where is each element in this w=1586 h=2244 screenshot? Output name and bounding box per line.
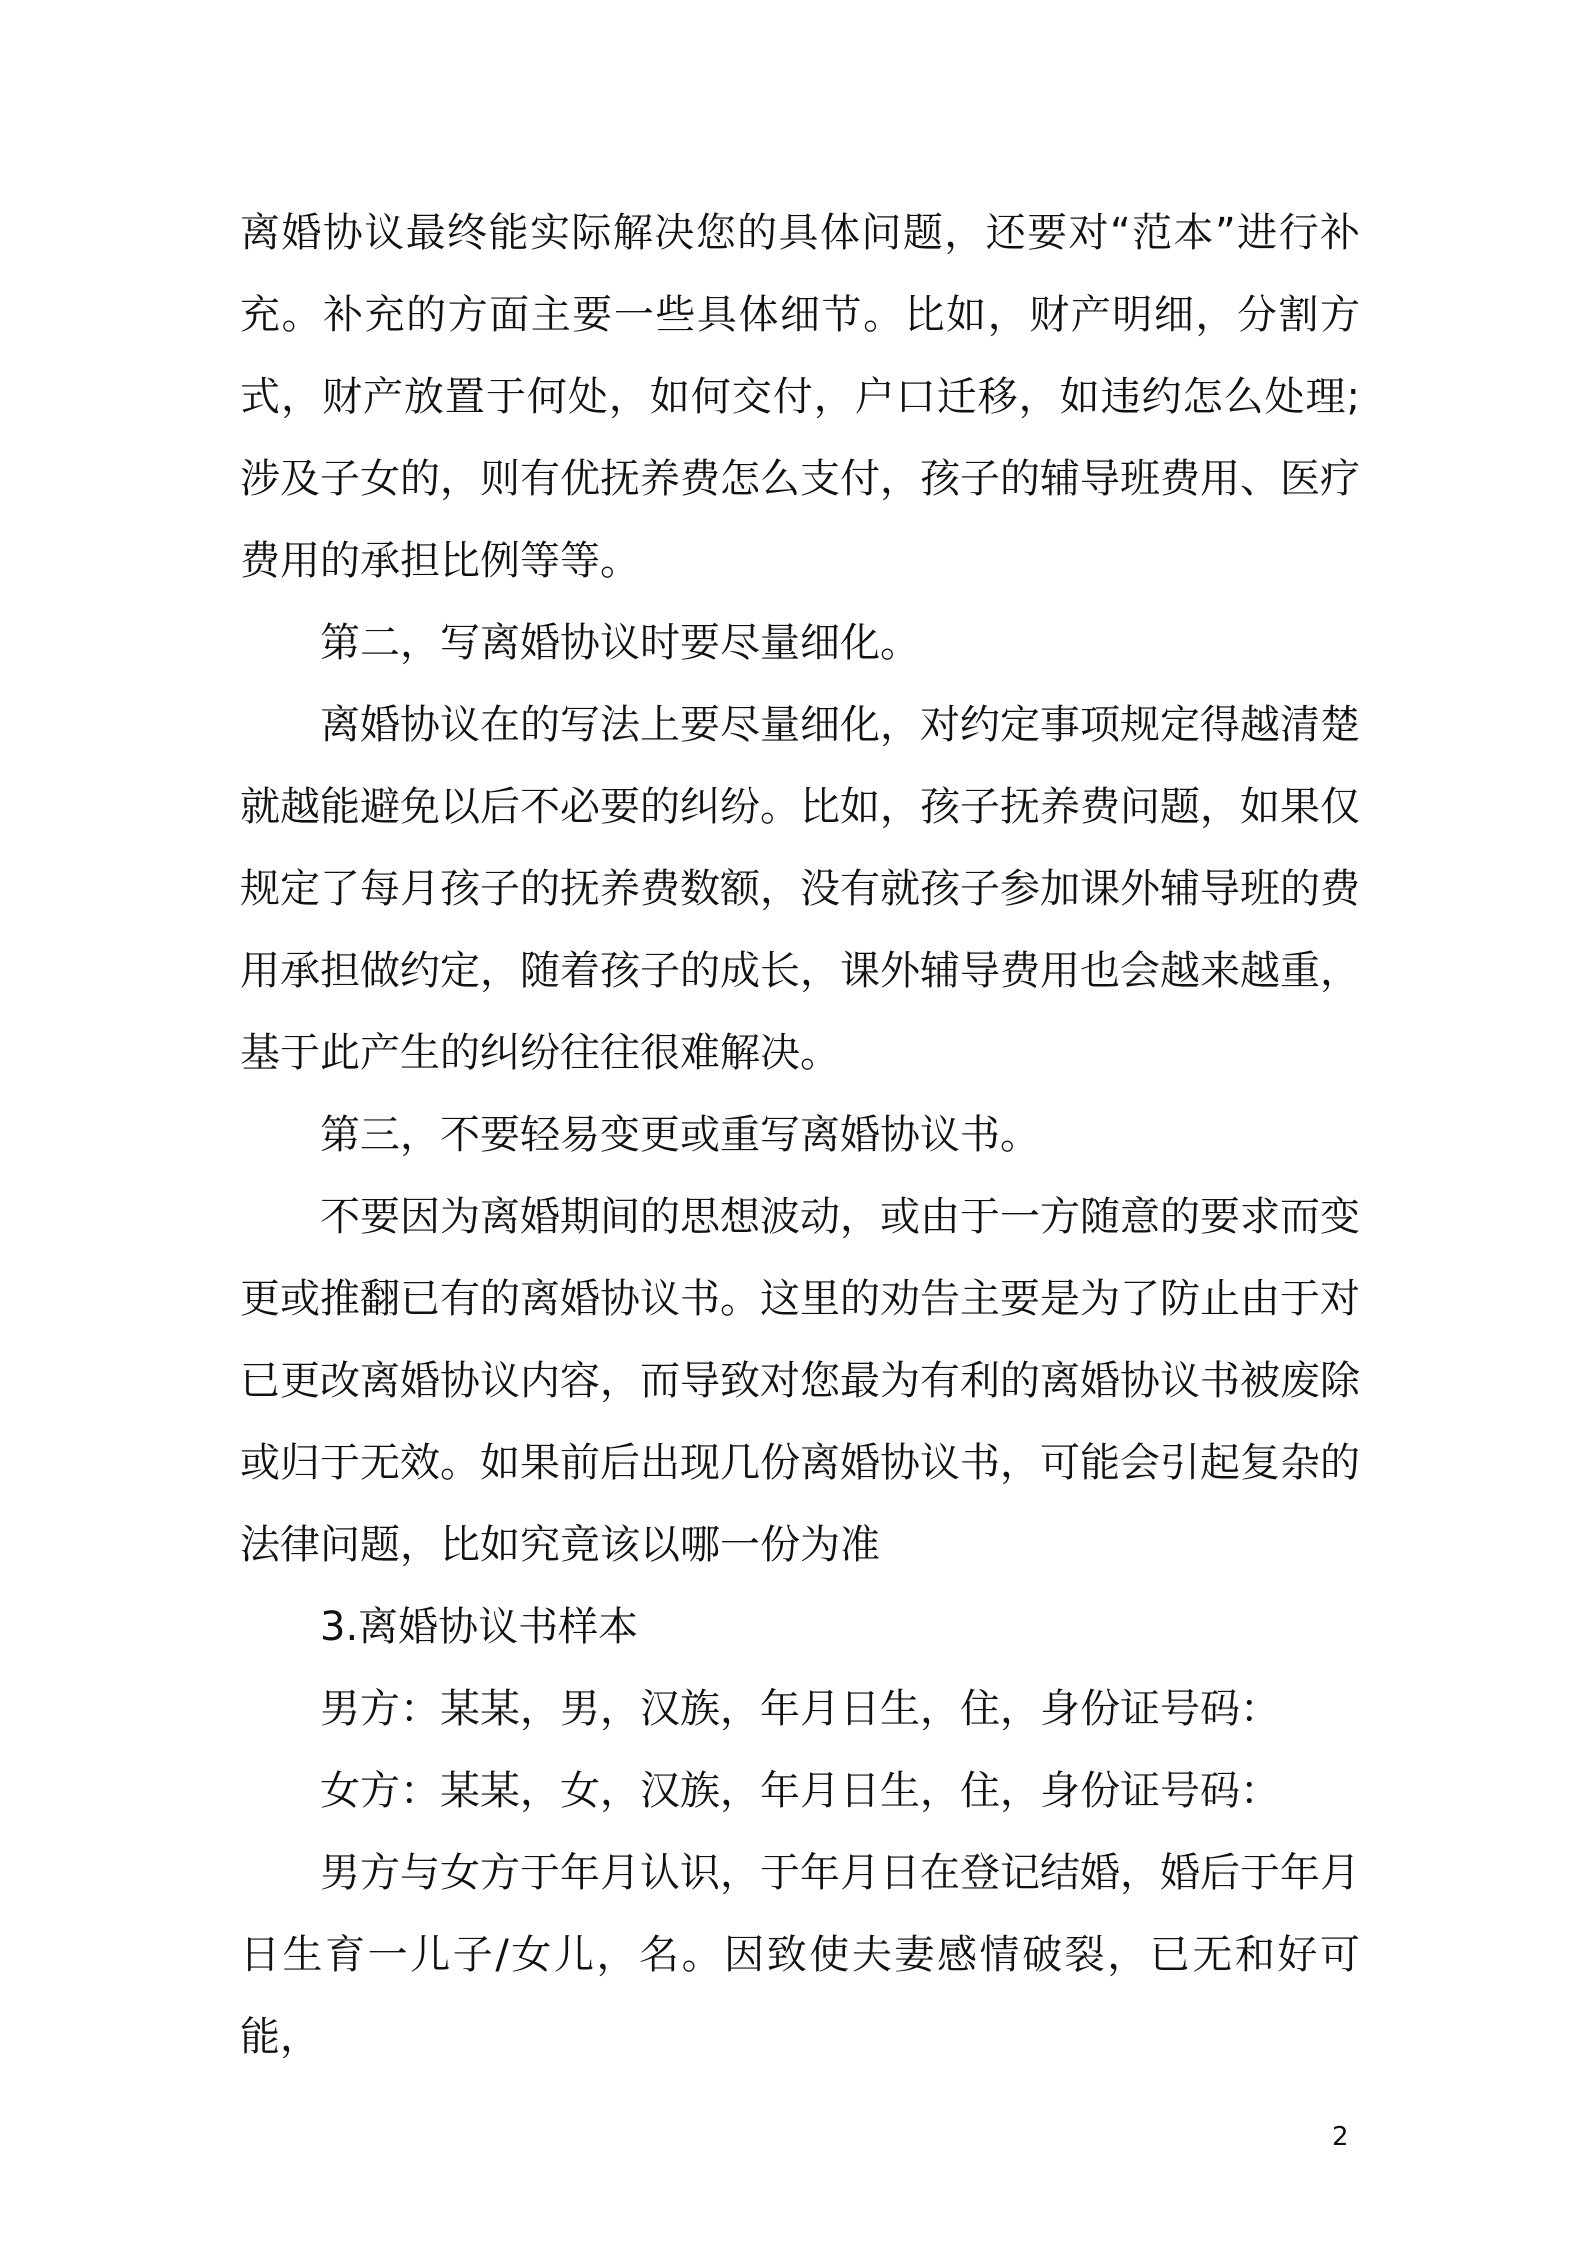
paragraph-8-female-party: 女方：某某，女，汉族，年月日生，住，身份证号码： — [320, 1768, 1280, 1814]
paragraph-3: 离婚协议在的写法上要尽量细化，对约定事项规定得越清楚就越能避免以后不必要的纠纷。比如，孩子抚养费问题，如果仅规定了每月孩子的抚养费数额，没有就孩子参加课外辅导班的费用承担做约定，随着孩子的成长，课外辅导费用也会越来越重，基于此产生的纠纷往往很难解决。 — [240, 702, 1360, 1076]
paragraph-6-heading: 3.离婚协议书样本 — [320, 1604, 639, 1650]
paragraph-5: 不要因为离婚期间的思想波动，或由于一方随意的要求而变更或推翻已有的离婚协议书。这里的劝告主要是为了防止由于对已更改离婚协议内容，而导致对您最为有利的离婚协议书被废除或归于无效。如果前后出现几份离婚协议书，可能会引起复杂的法律问题，比如究竟该以哪一份为准 — [240, 1194, 1360, 1568]
paragraph-2-heading: 第二，写离婚协议时要尽量细化。 — [320, 620, 920, 666]
paragraph-9: 男方与女方于年月认识，于年月日在登记结婚，婚后于年月日生育一儿子/女儿，名。因致使夫妻感情破裂，已无和好可能， — [240, 1850, 1360, 2060]
page-number: 2 — [1332, 2122, 1349, 2152]
paragraph-7-male-party: 男方：某某，男，汉族，年月日生，住，身份证号码： — [320, 1686, 1280, 1732]
paragraph-4-heading: 第三，不要轻易变更或重写离婚协议书。 — [320, 1112, 1040, 1158]
document-page — [240, 192, 1360, 2078]
paragraph-1: 离婚协议最终能实际解决您的具体问题，还要对“范本”进行补充。补充的方面主要一些具体细节。比如，财产明细，分割方式，财产放置于何处，如何交付，户口迁移，如违约怎么处理;涉及子女的，则有优抚养费怎么支付，孩子的辅导班费用、医疗费用的承担比例等等。 — [240, 210, 1360, 584]
